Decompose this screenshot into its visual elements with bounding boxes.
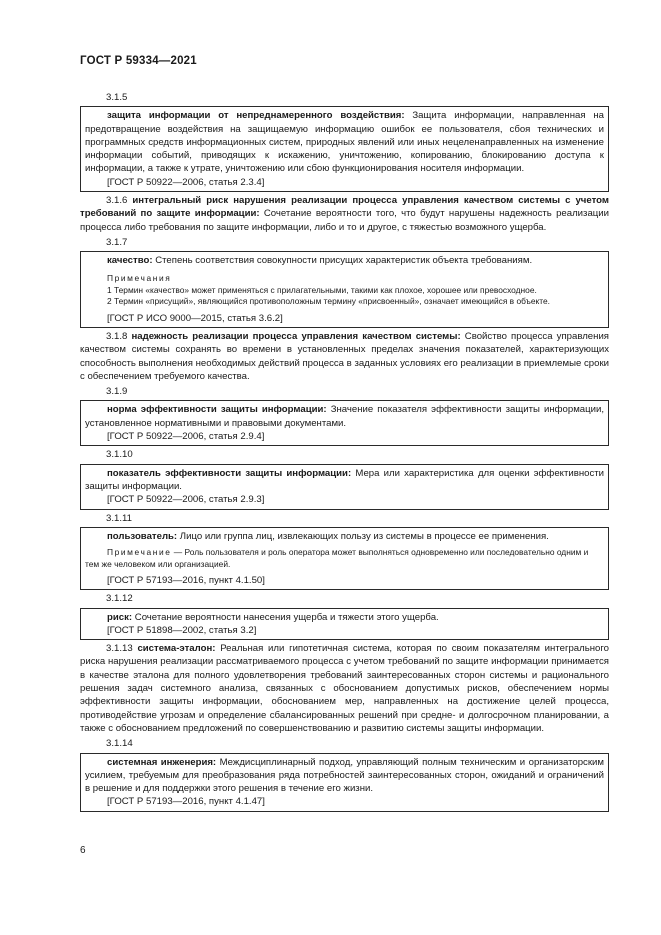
definition: Значение показателя эффективности защиты информации, установленное нормативными и правовыми документами. — [85, 404, 605, 429]
source-reference: [ГОСТ Р 51898—2002, статья 3.2] — [107, 624, 257, 636]
entry-number: 3.1.11 — [106, 512, 132, 524]
entry-number: 3.1.13 — [106, 643, 133, 655]
entry-number: 3.1.8 — [106, 330, 128, 342]
note: 2 Термин «присущий», являющийся противоположным термину «присвоенный», означает имеющийся в объекте. — [107, 296, 551, 307]
term: норма эффективности защиты информации: — [107, 404, 327, 416]
term: качество: — [107, 255, 153, 267]
document-header: ГОСТ Р 59334—2021 — [80, 55, 197, 67]
term: интегральный риск нарушения реализации процесса управления качеством системы с учетом требований по защите информации: — [80, 195, 609, 220]
term: показатель эффективности защиты информации: — [107, 467, 352, 479]
definition-text — [85, 403, 604, 430]
terms-section — [80, 91, 609, 814]
page-number: 6 — [80, 845, 86, 856]
definition: Степень соответствия совокупности присущих характеристик объекта требованиям. — [152, 255, 533, 267]
note-title: Примечание — [107, 547, 172, 558]
source-reference: [ГОСТ Р 50922—2006, статья 2.3.4] — [107, 176, 265, 188]
definition: Свойство процесса управления качеством системы сохранять во времени в установленных пределах значения показателей, характеризующих способность выполнения необходимых действий процесса в заданных условиях его реализации в приемлемые сроки с обеспечением требуемого качества. — [80, 330, 609, 382]
definition-paragraph — [80, 194, 609, 234]
notes-title: Примечания — [107, 272, 172, 283]
definition-text — [85, 467, 604, 494]
source-reference: [ГОСТ Р 57193—2016, пункт 4.1.50] — [107, 574, 265, 586]
note-text: — Роль пользователя и роль оператора может выполняться одновременно или последовательно одним и тем же человеком или организацией. — [85, 547, 589, 569]
definition-box — [80, 106, 609, 192]
entry-number: 3.1.14 — [106, 738, 133, 750]
definition-text — [85, 254, 604, 267]
definition-text — [85, 109, 604, 175]
definition: Мера или характеристика для оценки эффективности защиты информации. — [85, 467, 604, 492]
entry-number: 3.1.9 — [106, 386, 128, 398]
source-reference: [ГОСТ Р 50922—2006, статья 2.9.4] — [107, 431, 265, 443]
term: системная инженерия: — [107, 756, 217, 768]
entry-number: 3.1.7 — [106, 236, 128, 248]
definition-box — [80, 400, 609, 446]
definition: Сочетание вероятности того, что будут нарушены надежность реализации процесса либо требования по защите информации, либо и то и другое, с тяжестью возможного ущерба. — [80, 208, 609, 233]
source-reference: [ГОСТ Р 57193—2016, пункт 4.1.47] — [107, 796, 265, 808]
term: риск: — [107, 611, 133, 623]
term: пользователь: — [107, 530, 178, 542]
definition-text — [85, 530, 604, 543]
entry-number: 3.1.6 — [106, 195, 128, 207]
note — [85, 547, 604, 570]
definition-text — [85, 611, 604, 624]
definition-box — [80, 608, 609, 641]
definition: Сочетание вероятности нанесения ущерба и тяжести этого ущерба. — [132, 611, 439, 623]
term: защита информации от непреднамеренного воздействия: — [107, 110, 405, 122]
term: система-эталон: — [137, 643, 216, 655]
definition: Реальная или гипотетичная система, которая по своим показателям интегрального риска нарушения реализации рассматриваемого процесса с учетом требований по защите информации принимается в качестве эталона для полного удовлетворения требований заинтересованных сторон системы и рационального решения задач системного анализа, связанных с обоснованием допустимых рисков, обеспечением нормы эффективности защиты информации, обоснованием мер, направленных на достижение целей процесса, противодействие угрозам и определение сбалансированных решений при средне- и долгосрочном планировании, а также с обоснованием предложений по совершенствованию и развитию системы защиты информации. — [80, 643, 609, 734]
definition: Защита информации, направленная на предотвращение воздействия на защищаемую информацию ошибок ее пользователя, сбоя технических и программных средств информационных систем, природных явлений или иных нецеленаправленных на изменение информации событий, приводящих к искажению, уничтожению, копированию, блокированию доступа к информации, а также к утрате, уничтожению или сбою функционирования носителя информации. — [85, 110, 604, 175]
definition-paragraph — [80, 330, 609, 383]
definition: Лицо или группа лиц, извлекающих пользу из системы в процессе ее применения. — [177, 530, 549, 542]
definition-box — [80, 753, 609, 812]
note: 1 Термин «качество» может применяться с прилагательными, такими как плохое, хорошее или превосходное. — [107, 284, 537, 295]
definition-paragraph — [80, 642, 609, 735]
definition-box — [80, 464, 609, 510]
definition-box — [80, 527, 609, 590]
definition-box — [80, 251, 609, 328]
source-reference: [ГОСТ Р 50922—2006, статья 2.9.3] — [107, 494, 265, 506]
source-reference: [ГОСТ Р ИСО 9000—2015, статья 3.6.2] — [107, 312, 283, 324]
entry-number: 3.1.10 — [106, 449, 133, 461]
definition: Междисциплинарный подход, управляющий полным техническим и организаторским усилием, требуемым для преобразования ряда потребностей заинтересованных сторон, ожиданий и ограничений в решение и для поддержки этого решения в течение его жизни. — [85, 756, 604, 795]
term: надежность реализации процесса управления качеством системы: — [131, 330, 461, 342]
entry-number: 3.1.5 — [106, 92, 128, 103]
definition-text — [85, 756, 604, 796]
entry-number: 3.1.12 — [106, 593, 133, 605]
